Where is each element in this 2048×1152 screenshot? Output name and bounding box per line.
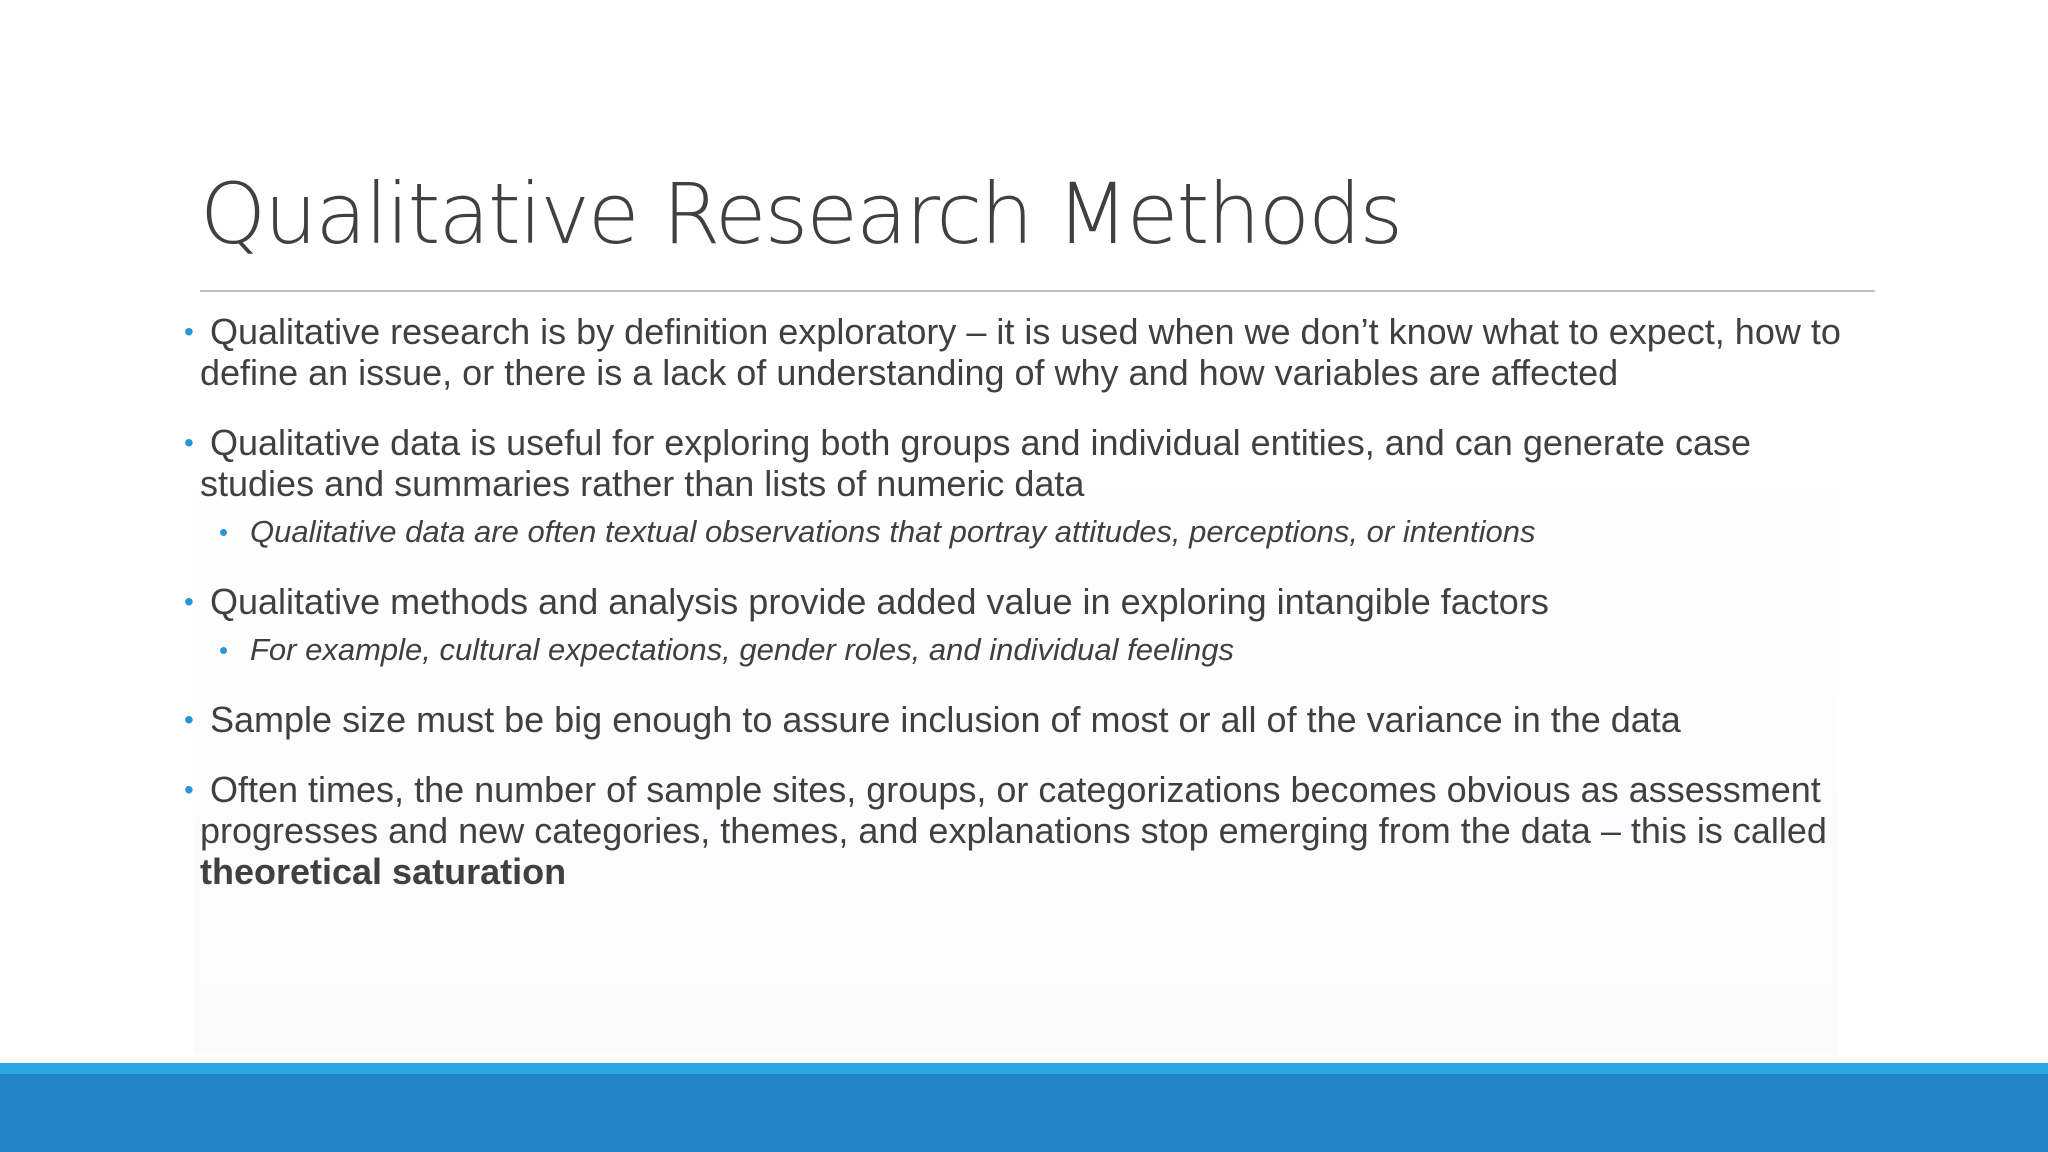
bullet-icon: •	[184, 427, 194, 458]
title-divider	[200, 290, 1875, 292]
sub-bullet-text: For example, cultural expectations, gender roles, and individual feelings	[250, 632, 1234, 667]
bullet-item-5	[178, 769, 1868, 892]
bullet-icon: •	[184, 586, 194, 617]
bullet-text: Often times, the number of sample sites, groups, or categorizations becomes obvious as assessment progresses and new categories, themes, and explanations stop emerging from the data – this is called	[200, 769, 1827, 851]
footer-bar	[0, 1074, 2048, 1152]
sub-bullet-text: Qualitative data are often textual observations that portray attitudes, perceptions, or intentions	[250, 514, 1536, 549]
footer-accent-bar	[0, 1063, 2048, 1074]
emphasis-term: theoretical saturation	[200, 851, 567, 892]
bullet-item-4	[178, 699, 1868, 740]
bullet-text: Qualitative methods and analysis provide added value in exploring intangible factors	[210, 581, 1549, 622]
sub-bullet-list	[178, 512, 1868, 552]
bullet-list	[178, 311, 1868, 921]
bullet-item-3	[178, 581, 1868, 622]
bullet-text: Qualitative data is useful for exploring both groups and individual entities, and can generate case studies and summaries rather than lists of numeric data	[200, 422, 1751, 504]
sub-bullet-item	[178, 630, 1868, 670]
bullet-text: Qualitative research is by definition exploratory – it is used when we don’t know what to expect, how to define an issue, or there is a lack of understanding of why and how variables are affected	[200, 311, 1841, 393]
bullet-item-2	[178, 422, 1868, 504]
sub-bullet-list	[178, 630, 1868, 670]
bullet-text: Sample size must be big enough to assure inclusion of most or all of the variance in the data	[210, 699, 1681, 740]
bullet-icon: •	[184, 774, 194, 805]
slide-title: Qualitative Research Methods	[200, 165, 1402, 263]
bullet-item-1	[178, 311, 1868, 393]
bullet-icon: •	[184, 316, 194, 347]
sub-bullet-item	[178, 512, 1868, 552]
sub-bullet-icon: •	[219, 635, 229, 665]
sub-bullet-icon: •	[219, 517, 229, 547]
bullet-icon: •	[184, 704, 194, 735]
